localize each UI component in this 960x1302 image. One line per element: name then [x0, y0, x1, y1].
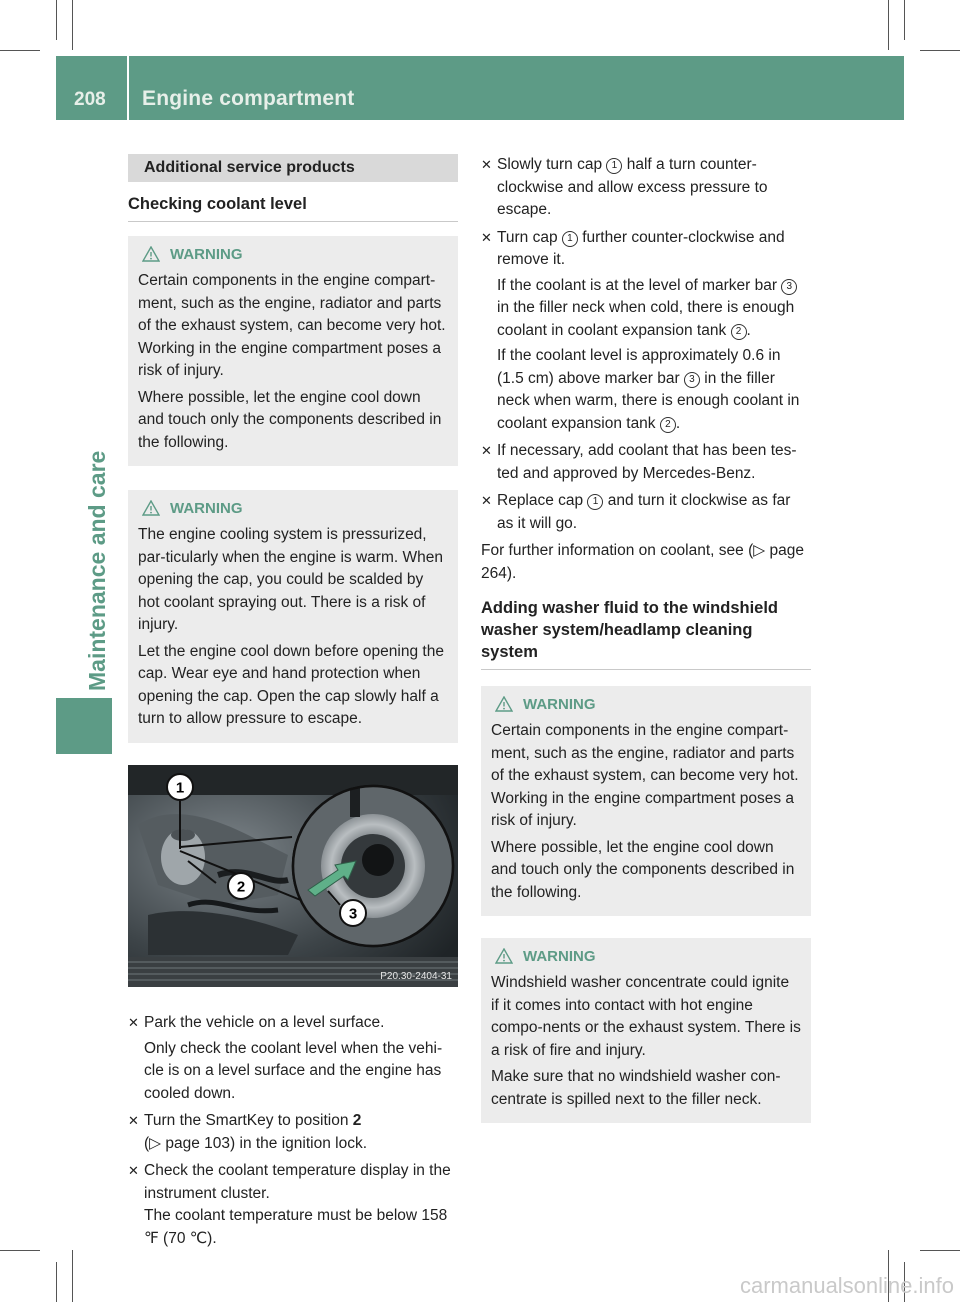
figure-callout: 3	[348, 905, 358, 922]
crop-mark	[0, 50, 40, 51]
engine-compartment-photo	[128, 765, 458, 987]
step-arrow-icon: ✕	[481, 443, 492, 458]
right-column	[481, 154, 811, 1139]
warning-label: WARNING	[170, 500, 243, 517]
callout-marker: 1	[606, 158, 622, 174]
warning-text: Windshield washer concentrate could ignite if it comes into contact with hot engine compo-nents or the exhaust system. There is a risk of fire and injury.	[491, 974, 801, 1059]
crop-mark	[72, 1250, 73, 1302]
page-header	[56, 56, 904, 120]
crop-mark	[56, 1262, 57, 1302]
warning-box	[128, 490, 458, 743]
crop-mark	[0, 1250, 40, 1251]
crop-mark	[904, 0, 905, 40]
callout-marker: 3	[684, 372, 700, 388]
crop-mark	[56, 0, 57, 40]
warning-text: Make sure that no windshield washer con-centrate is spilled next to the filler neck.	[491, 1068, 781, 1108]
subheading: Checking coolant level	[128, 193, 458, 222]
callout-marker: 2	[731, 324, 747, 340]
warning-text: Certain components in the engine compart-ment, such as the engine, radiator and parts of the exhaust system, can become very hot. Working in the engine compartment poses a risk of injury.	[491, 722, 799, 829]
warning-text: Let the engine cool down before opening the cap. Wear eye and hand protection when opening the cap. Open the cap slowly half a turn to allow pressure to escape.	[138, 642, 444, 727]
instruction-step: ✕ Park the vehicle on a level surface. Only check the coolant level when the vehi-cle is on a level surface and the engine has cooled down.	[128, 1014, 443, 1102]
instruction-step: ✕ Replace cap 1 and turn it clockwise as far as it will go.	[481, 492, 791, 532]
warning-triangle-icon	[495, 948, 513, 964]
header-divider	[127, 56, 129, 120]
crop-mark	[920, 50, 960, 51]
warning-triangle-icon	[142, 246, 160, 262]
section-title: Additional service products	[128, 154, 458, 182]
subheading: Adding washer fluid to the windshield washer system/headlamp cleaning system	[481, 597, 811, 670]
warning-box	[481, 686, 811, 916]
left-column	[128, 154, 458, 1255]
step-arrow-icon: ✕	[481, 229, 492, 245]
callout-marker: 2	[660, 417, 676, 433]
warning-triangle-icon	[495, 696, 513, 712]
warning-box	[128, 236, 458, 466]
side-tab-label: Maintenance and care	[84, 450, 110, 691]
instruction-step: ✕ Slowly turn cap 1 half a turn counter-clockwise and allow excess pressure to escape.	[481, 156, 768, 218]
warning-text: Where possible, let the engine cool down and touch only the components described in the following.	[138, 388, 442, 451]
crop-mark	[888, 0, 889, 50]
callout-marker: 1	[587, 494, 603, 510]
instruction-step: ✕ Turn the SmartKey to position 2 (▷ page 103) in the ignition lock.	[128, 1112, 368, 1152]
figure-callout: 2	[236, 878, 246, 895]
figure-code: P20.30-2404-31	[380, 970, 452, 982]
warning-label: WARNING	[170, 246, 243, 263]
crop-mark	[72, 0, 73, 50]
step-arrow-icon: ✕	[128, 1015, 139, 1030]
step-arrow-icon: ✕	[481, 157, 492, 172]
callout-marker: 3	[781, 279, 797, 295]
crop-mark	[920, 1250, 960, 1251]
watermark: carmanualsonline.info	[739, 1273, 954, 1298]
page-number: 208	[74, 89, 106, 110]
page-title: Engine compartment	[142, 87, 355, 110]
warning-box	[481, 938, 811, 1123]
side-tab	[56, 698, 112, 754]
warning-label: WARNING	[523, 948, 596, 965]
step-arrow-icon: ✕	[481, 493, 492, 508]
warning-text: Certain components in the engine compart-ment, such as the engine, radiator and parts of the exhaust system, can become very hot. Working in the engine compartment poses a risk of injury.	[138, 272, 446, 379]
warning-text: Where possible, let the engine cool down and touch only the components described in the following.	[491, 838, 795, 901]
step-arrow-icon: ✕	[128, 1113, 139, 1128]
figure-callout: 1	[175, 779, 185, 796]
callout-marker: 1	[562, 231, 578, 247]
step-arrow-icon: ✕	[128, 1163, 139, 1178]
warning-triangle-icon	[142, 500, 160, 516]
instruction-step: ✕ Turn cap 1 further counter-clockwise and remove it. If the coolant is at the level of marker bar 3 in the filler neck when cold, there is enough coolant in coolant expansion tank 2 . If the coolant level is approximately 0.6 in (1.5 cm) above marker bar 3 in the filler neck when warm, there is enough coolant in coolant expansion tank 2 .	[481, 228, 800, 432]
warning-text: The engine cooling system is pressurized, par-ticularly when the engine is warm. When opening the cap, you could be scalded by hot coolant spraying out. There is a risk of injury.	[138, 526, 443, 633]
warning-label: WARNING	[523, 696, 596, 713]
cross-reference: For further information on coolant, see (▷ page 264).	[481, 542, 804, 582]
instruction-step: ✕ Check the coolant temperature display in the instrument cluster. The coolant temperature must be below 158 ℉ (70 ℃).	[128, 1162, 451, 1247]
instruction-step: ✕ If necessary, add coolant that has been tes-ted and approved by Mercedes-Benz.	[481, 442, 797, 482]
